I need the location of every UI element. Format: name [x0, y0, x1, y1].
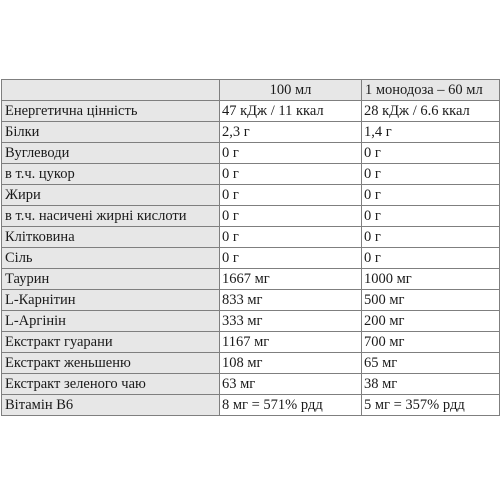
value-per-dose: 0 г [362, 185, 500, 206]
nutrient-name: Білки [2, 122, 220, 143]
table-row [2, 269, 500, 290]
value-per-dose: 5 мг = 357% рдд [362, 395, 500, 416]
value-per-dose: 38 мг [362, 374, 500, 395]
nutrient-name: Клітковина [2, 227, 220, 248]
table-row [2, 143, 500, 164]
nutrient-name: L-Аргінін [2, 311, 220, 332]
table-row [2, 248, 500, 269]
nutrient-name: Таурин [2, 269, 220, 290]
nutrient-name: в т.ч. цукор [2, 164, 220, 185]
value-per-dose: 1000 мг [362, 269, 500, 290]
table-row [2, 311, 500, 332]
nutrition-table [1, 79, 500, 416]
nutrient-name: Екстракт женьшеню [2, 353, 220, 374]
table-row [2, 374, 500, 395]
table-row [2, 227, 500, 248]
table-body [2, 101, 500, 416]
value-per-100ml: 0 г [220, 206, 362, 227]
header-row [2, 80, 500, 101]
value-per-dose: 28 кДж / 6.6 ккал [362, 101, 500, 122]
value-per-dose: 700 мг [362, 332, 500, 353]
table-row [2, 185, 500, 206]
table-row [2, 290, 500, 311]
table-row [2, 101, 500, 122]
nutrient-name: Енергетична цінність [2, 101, 220, 122]
value-per-100ml: 1167 мг [220, 332, 362, 353]
value-per-100ml: 8 мг = 571% рдд [220, 395, 362, 416]
table-row [2, 122, 500, 143]
value-per-dose: 1,4 г [362, 122, 500, 143]
table-row [2, 332, 500, 353]
value-per-100ml: 833 мг [220, 290, 362, 311]
nutrient-name: в т.ч. насичені жирні кислоти [2, 206, 220, 227]
nutrient-name: Вітамін В6 [2, 395, 220, 416]
value-per-100ml: 0 г [220, 143, 362, 164]
nutrient-name: Сіль [2, 248, 220, 269]
value-per-100ml: 47 кДж / 11 ккал [220, 101, 362, 122]
value-per-dose: 0 г [362, 248, 500, 269]
value-per-dose: 200 мг [362, 311, 500, 332]
value-per-100ml: 2,3 г [220, 122, 362, 143]
nutrient-name: L-Карнітин [2, 290, 220, 311]
value-per-dose: 0 г [362, 206, 500, 227]
table-row [2, 206, 500, 227]
value-per-100ml: 108 мг [220, 353, 362, 374]
value-per-dose: 0 г [362, 143, 500, 164]
value-per-dose: 0 г [362, 164, 500, 185]
header-per-100ml: 100 мл [220, 80, 362, 101]
value-per-100ml: 1667 мг [220, 269, 362, 290]
value-per-100ml: 333 мг [220, 311, 362, 332]
value-per-dose: 65 мг [362, 353, 500, 374]
value-per-100ml: 0 г [220, 248, 362, 269]
value-per-100ml: 0 г [220, 164, 362, 185]
value-per-dose: 500 мг [362, 290, 500, 311]
nutrient-name: Вуглеводи [2, 143, 220, 164]
nutrient-name: Екстракт гуарани [2, 332, 220, 353]
header-per-dose: 1 монодоза – 60 мл [362, 80, 500, 101]
value-per-100ml: 0 г [220, 185, 362, 206]
value-per-100ml: 63 мг [220, 374, 362, 395]
value-per-100ml: 0 г [220, 227, 362, 248]
header-nutrient [2, 80, 220, 101]
table-row [2, 395, 500, 416]
nutrient-name: Екстракт зеленого чаю [2, 374, 220, 395]
table-row [2, 164, 500, 185]
table-header [2, 80, 500, 101]
nutrient-name: Жири [2, 185, 220, 206]
table-row [2, 353, 500, 374]
value-per-dose: 0 г [362, 227, 500, 248]
